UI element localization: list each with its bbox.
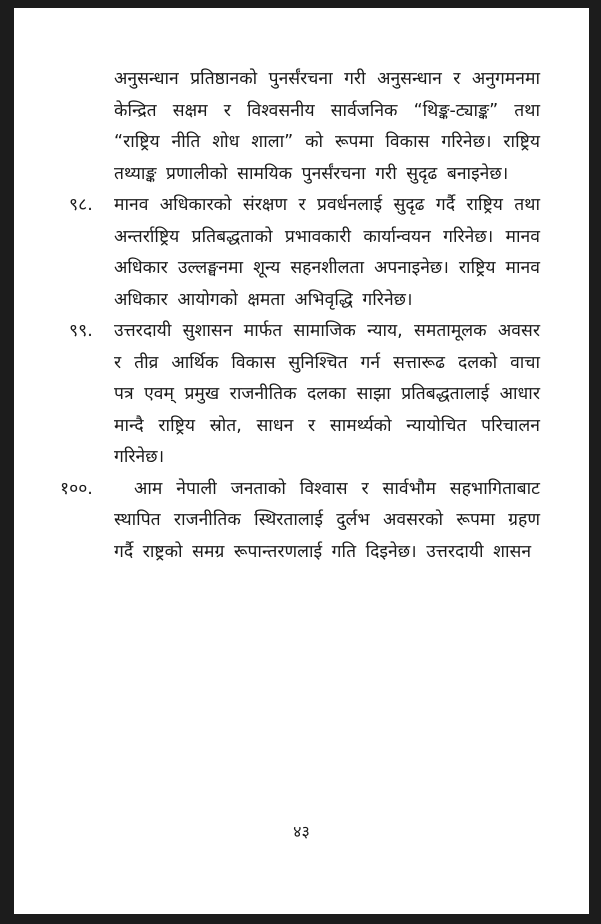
item-number: ९८. — [69, 195, 93, 215]
document-page — [14, 8, 589, 914]
item-text: उत्तरदायी सुशासन मार्फत सामाजिक न्याय, समतामूलक अवसर र तीव्र आर्थिक विकास सुनिश्चित गर्न सत्तारूढ दलको वाचा पत्र एवम् प्रमुख राजनीतिक दलका साझा प्रतिबद्धतालाई आधार मान्दै राष्ट्रिय स्रोत, साधन र सामर्थ्यको न्यायोचित परिचालन गरिनेछ। — [114, 321, 540, 467]
item-text: आम नेपाली जनताको विश्वास र सार्वभौम सहभागिताबाट स्थापित राजनीतिक स्थिरतालाई दुर्लभ अवसरको रूपमा ग्रहण गर्दै राष्ट्रको समग्र रूपान्तरणलाई गति दिइनेछ। उत्तरदायी शासन — [114, 478, 540, 562]
item-number: १००. — [60, 478, 93, 499]
continued-paragraph: अनुसन्धान प्रतिष्ठानको पुनर्संरचना गरी अनुसन्धान र अनुगमनमा केन्द्रित सक्षम र विश्वसनीय सार्वजनिक “थिङ्क-ट्याङ्क” तथा “राष्ट्रिय नीति शोध शाला” को रूपमा विकास गरिनेछ। राष्ट्रिय तथ्याङ्क प्रणालीको सामयिक पुनर्संरचना गरी सुदृढ बनाइनेछ। — [114, 69, 540, 184]
page-number: ४३ — [293, 822, 310, 841]
page-body — [60, 64, 540, 568]
item-number: ९९. — [69, 321, 93, 341]
list-item-99 — [69, 316, 540, 474]
item-text: मानव अधिकारको संरक्षण र प्रवर्धनलाई सुदृढ गर्दै राष्ट्रिय तथा अन्तर्राष्ट्रिय प्रतिबद्धताको प्रभावकारी कार्यान्वयन गरिनेछ। मानव अधिकार उल्लङ्घनमा शून्य सहनशीलता अपनाइनेछ। राष्ट्रिय मानव अधिकार आयोगको क्षमता अभिवृद्धि गरिनेछ। — [114, 195, 540, 310]
list-item-98 — [69, 190, 540, 316]
list-item-100 — [60, 474, 540, 569]
